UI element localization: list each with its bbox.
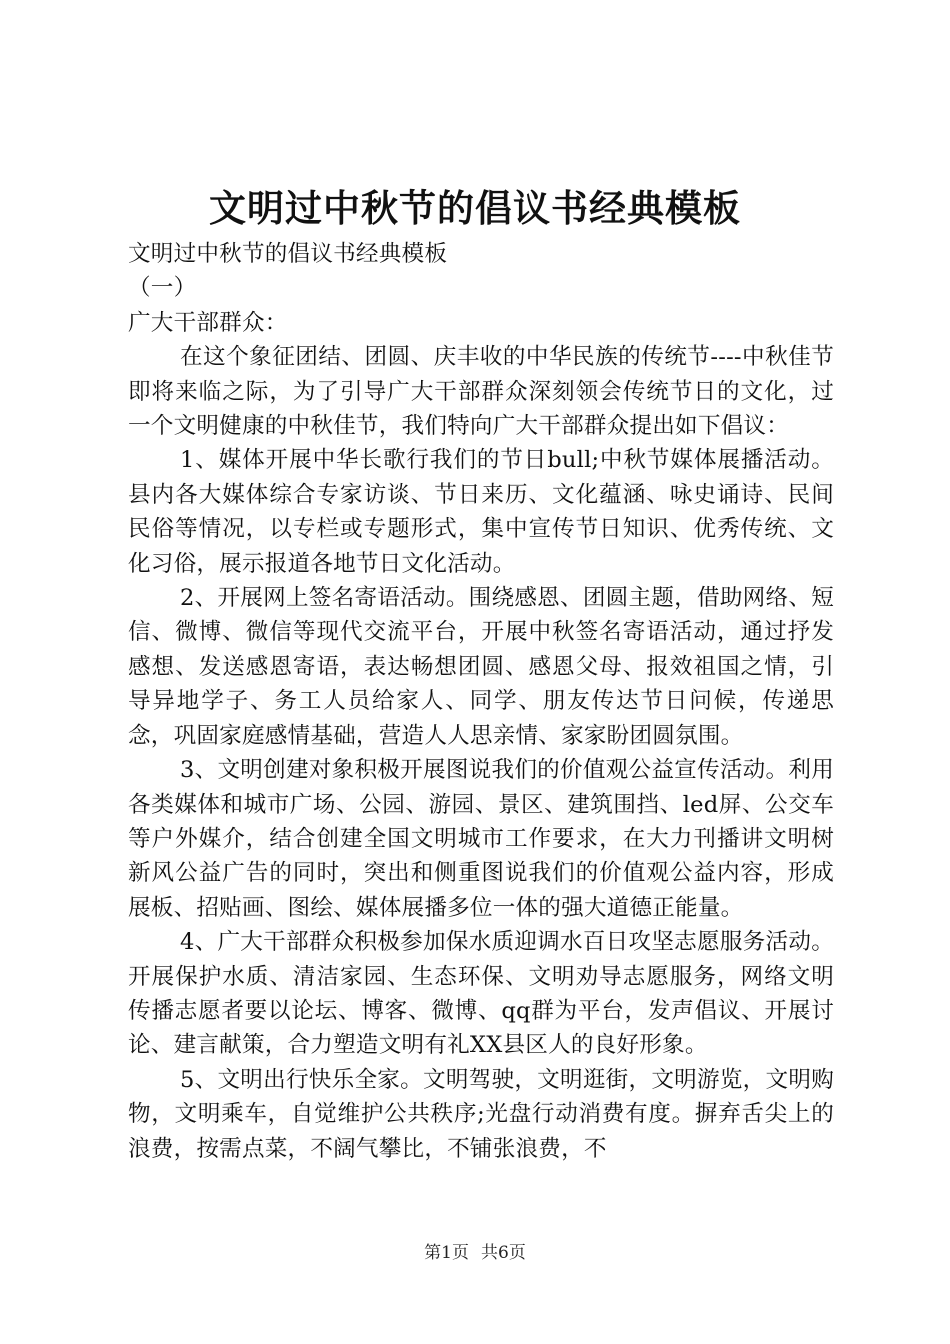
document-title: 文明过中秋节的倡议书经典模板 [209,186,741,230]
document-body [128,237,834,1166]
page-footer [0,1242,950,1264]
page-number: 第1页 [424,1243,469,1263]
paragraph-intro: 在这个象征团结、团圆、庆丰收的中华民族的传统节----中秋佳节即将来临之际，为了引导广大干部群众深刻领会传统节日的文化，过一个文明健康的中秋佳节，我们特向广大干部群众提出如下倡议： [128,344,834,440]
page-total: 共6页 [481,1243,526,1263]
paragraph-item-2: 2、开展网上签名寄语活动。围绕感恩、团圆主题，借助网络、短信、微博、微信等现代交流平台，开展中秋签名寄语活动，通过抒发感想、发送感恩寄语，表达畅想团圆、感恩父母、报效祖国之情，引导异地学子、务工人员给家人、同学、朋友传达节日问候，传递思念，巩固家庭感情基础，营造人人思亲情、家家盼团圆氛围。 [128,585,834,749]
paragraph-item-1: 1、媒体开展中华长歌行我们的节日bull;中秋节媒体展播活动。县内各大媒体综合专家访谈、节日来历、文化蕴涵、咏史诵诗、民间民俗等情况，以专栏或专题形式，集中宣传节日知识、优秀传统、文化习俗，展示报道各地节日文化活动。 [128,447,834,577]
paragraph-item-5: 5、文明出行快乐全家。文明驾驶，文明逛街，文明游览，文明购物，文明乘车，自觉维护公共秩序;光盘行动消费有度。摒弃舌尖上的浪费，按需点菜，不阔气攀比，不铺张浪费，不 [128,1066,834,1162]
paragraph-item-3: 3、文明创建对象积极开展图说我们的价值观公益宣传活动。利用各类媒体和城市广场、公园、游园、景区、建筑围挡、led屏、公交车等户外媒介，结合创建全国文明城市工作要求，在大力刊播讲文明树新风公益广告的同时，突出和侧重图说我们的价值观公益内容，形成展板、招贴画、图绘、媒体展播多位一体的强大道德正能量。 [128,757,834,921]
salutation: 广大干部群众： [128,309,288,336]
document-subtitle: 文明过中秋节的倡议书经典模板 [128,241,448,267]
section-number: （一） [128,275,197,302]
paragraph-item-4: 4、广大干部群众积极参加保水质迎调水百日攻坚志愿服务活动。开展保护水质、清洁家园、生态环保、文明劝导志愿服务，网络文明传播志愿者要以论坛、博客、微博、qq群为平台，发声倡议、开展讨论、建言献策，合力塑造文明有礼XX县区人的良好形象。 [128,929,834,1059]
